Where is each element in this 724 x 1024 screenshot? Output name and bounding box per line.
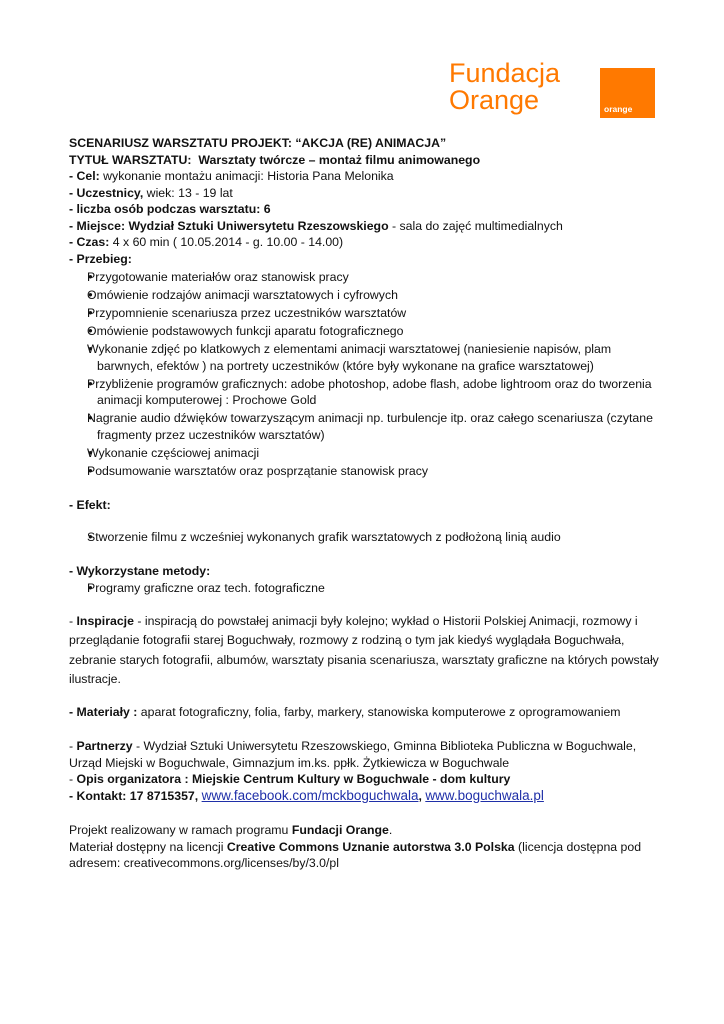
list-item: ● Nagranie audio dźwięków towarzyszącym animacji np. turbulencje itp. oraz całego scenariusza (czytane fragmenty przez uczestników warsztatów) [69, 410, 659, 443]
info-miejsce: - Miejsce: Wydział Sztuki Uniwersytetu Rzeszowskiego - sala do zajęć multimedialnych [69, 218, 563, 233]
facebook-link[interactable]: www.facebook.com/mckboguchwala [201, 787, 419, 803]
list-item: ● Programy graficzne oraz tech. fotograficzne [69, 580, 659, 597]
info-liczba: - liczba osób podczas warsztatu: 6 [69, 202, 271, 216]
list-item: ● Przybliżenie programów graficznych: adobe photoshop, adobe flash, adobe lightroom oraz do tworzenia animacji komputerowej : Prochowe Gold [69, 376, 659, 409]
list-item: ● Wykonanie zdjęć po klatkowych z elementami animacji warsztatowej (naniesienie napisów, plam barwnych, efektów ) na portrety uczestników (które były wykonane na grafice warsztatowej) [69, 341, 659, 374]
list-item: ● Podsumowanie warsztatów oraz posprzątanie stanowisk pracy [69, 463, 659, 480]
workshop-title: TYTUŁ WARSZTATU: Warsztaty twórcze – montaż filmu animowanego [69, 152, 481, 167]
info-czas: - Czas: 4 x 60 min ( 10.05.2014 - g. 10.00 - 14.00) [69, 235, 344, 249]
footer-license: Materiał dostępny na licencji Creative Commons Uznanie autorstwa 3.0 Polska (licencja dostępna pod adresem: creativecommons.org/licenses/by/3.0/pl [69, 839, 642, 870]
website-link[interactable]: www.boguchwala.pl [425, 787, 544, 803]
list-item: ● Przypomnienie scenariusza przez uczestników warsztatów [69, 305, 659, 322]
list-item: ● Przygotowanie materiałów oraz stanowisk pracy [69, 269, 659, 286]
info-uczestnicy: - Uczestnicy, wiek: 13 - 19 lat [69, 185, 233, 200]
list-item: ● Omówienie rodzajów animacji warsztatowych i cyfrowych [69, 287, 659, 304]
kontakt-line: - Kontakt: 17 8715357, www.facebook.com/mckboguchwala, www.boguchwala.pl [69, 787, 544, 803]
list-item: ● Omówienie podstawowych funkcji aparatu fotograficznego [69, 323, 659, 340]
materialy-paragraph: - Materiały : aparat fotograficzny, folia, farby, markery, stanowiska komputerowe z oprogramowaniem [69, 704, 621, 719]
metody-label: - Wykorzystane metody: [69, 564, 211, 578]
logo-wordmark [449, 60, 589, 114]
orange-badge-icon [600, 68, 655, 118]
logo-line-1: Fundacja [449, 58, 561, 88]
przebieg-list [69, 269, 659, 479]
opis-organizatora: - Opis organizatora : Miejskie Centrum Kultury w Boguchwale - dom kultury [69, 772, 511, 786]
list-item: ● Wykonanie częściowej animacji [69, 445, 659, 462]
orange-badge-label: orange [604, 104, 633, 114]
inspiracje-paragraph: - Inspiracje - inspiracją do powstałej animacji były kolejno; wykład o Historii Polskiej Animacji, rozmowy i przeglądanie fotografii starej Boguchwały, rozmowy z rodziną o tym jak kiedyś wyglądała Boguchwała, zebranie starych fotografii, albumów, warsztaty pisania scenariusza, warsztaty graficzne na których powstały ilustracje. [69, 613, 659, 686]
metody-list [69, 580, 659, 597]
info-przebieg: - Przebieg: [69, 251, 132, 266]
efekt-list [69, 529, 659, 546]
document-title: SCENARIUSZ WARSZTATU PROJEKT: “AKCJA (RE) ANIMACJA” [69, 136, 447, 150]
efekt-label: - Efekt: [69, 497, 111, 512]
document-body [69, 135, 659, 872]
footer-program: Projekt realizowany w ramach programu Fundacji Orange. [69, 823, 393, 837]
list-item: ● Stworzenie filmu z wcześniej wykonanych grafik warsztatowych z podłożoną linią audio [69, 529, 659, 546]
fundacja-orange-logo [449, 58, 657, 118]
partnerzy-paragraph: - Partnerzy - Wydział Sztuki Uniwersytetu Rzeszowskiego, Gminna Biblioteka Publiczna w Boguchwale, Urząd Miejski w Boguchwale, Gimnazjum im.ks. ppłk. Żytkiewicza w Boguchwale [69, 739, 637, 770]
logo-line-2: Orange [449, 85, 540, 115]
info-cel: - Cel: wykonanie montażu animacji: Historia Pana Melonika [69, 169, 394, 183]
